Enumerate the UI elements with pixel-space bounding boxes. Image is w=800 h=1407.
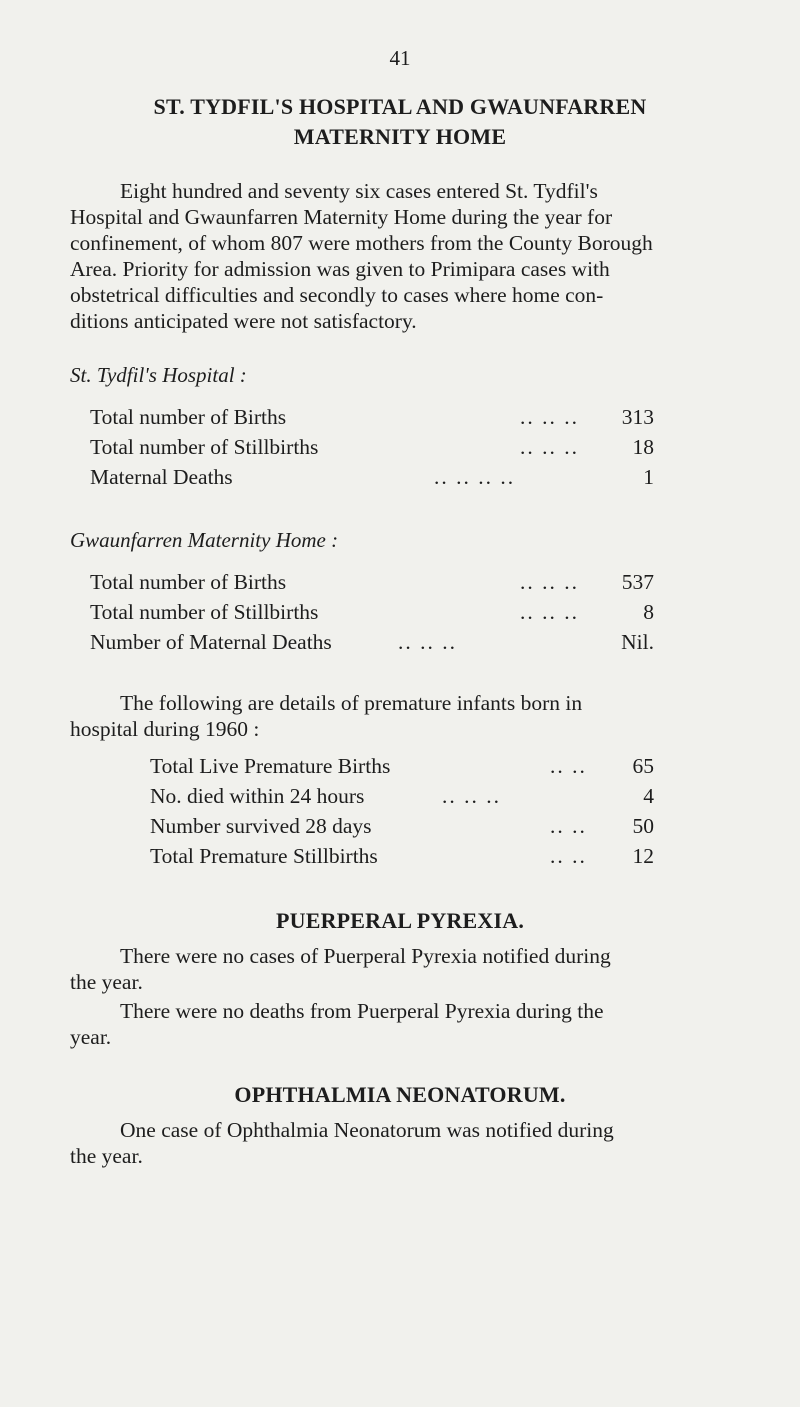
row-value: 4 xyxy=(643,784,654,808)
ophthalmia-paragraph xyxy=(70,1117,735,1169)
row-leader: .. .. xyxy=(550,814,587,838)
table-row xyxy=(150,811,654,841)
ophthalmia-line: the year. xyxy=(70,1144,143,1168)
table-row xyxy=(150,781,654,811)
gwaunfarren-heading: Gwaunfarren Maternity Home : xyxy=(70,528,339,552)
intro-paragraph xyxy=(70,178,735,334)
row-value: 65 xyxy=(632,754,654,778)
row-value: 313 xyxy=(621,405,654,429)
row-label: Number of Maternal Deaths xyxy=(90,630,332,654)
page-title xyxy=(0,92,800,152)
puerperal-line xyxy=(70,943,735,969)
intro-line: Area. Priority for admission was given to Primipara cases with xyxy=(70,257,610,281)
st-tydfils-heading: St. Tydfil's Hospital : xyxy=(70,363,247,387)
page-title-line-2: MATERNITY HOME xyxy=(293,124,507,149)
page-number: 41 xyxy=(389,46,411,70)
row-leader: .. .. .. xyxy=(520,435,579,459)
ophthalmia-text: One case of Ophthalmia Neonatorum was notified during xyxy=(120,1118,614,1142)
row-label: Total number of Births xyxy=(90,570,287,594)
row-leader: .. .. .. xyxy=(520,405,579,429)
puerperal-paragraph-1 xyxy=(70,943,735,995)
row-leader: .. .. .. xyxy=(442,784,501,808)
row-value: 50 xyxy=(632,814,654,838)
puerperal-text: There were no cases of Puerperal Pyrexia notified during xyxy=(120,944,611,968)
intro-line xyxy=(70,178,735,204)
row-leader: .. .. .. xyxy=(520,570,579,594)
premature-intro-text: The following are details of premature infants born in xyxy=(120,691,583,715)
intro-line: confinement, of whom 807 were mothers from the County Borough xyxy=(70,231,653,255)
row-label: Total number of Stillbirths xyxy=(90,600,319,624)
premature-intro-line xyxy=(70,690,735,716)
row-label: Number survived 28 days xyxy=(150,814,372,838)
premature-intro-line: hospital during 1960 : xyxy=(70,717,260,741)
row-value: 18 xyxy=(632,435,654,459)
table-row xyxy=(90,567,654,597)
puerperal-line: year. xyxy=(70,1025,112,1049)
puerperal-paragraph-2 xyxy=(70,998,735,1050)
intro-line: Hospital and Gwaunfarren Maternity Home during the year for xyxy=(70,205,613,229)
row-label: No. died within 24 hours xyxy=(150,784,365,808)
table-row xyxy=(90,627,654,657)
row-value: 8 xyxy=(643,600,654,624)
puerperal-heading: PUERPERAL PYREXIA. xyxy=(275,908,525,933)
row-label: Total number of Births xyxy=(90,405,287,429)
row-leader: .. .. .. xyxy=(520,600,579,624)
row-label: Total Live Premature Births xyxy=(150,754,391,778)
puerperal-text: There were no deaths from Puerperal Pyrexia during the xyxy=(120,999,604,1023)
table-row xyxy=(90,597,654,627)
row-leader: .. .. .. xyxy=(398,630,457,654)
row-label: Maternal Deaths xyxy=(90,465,233,489)
ophthalmia-line xyxy=(70,1117,735,1143)
row-label: Total Premature Stillbirths xyxy=(150,844,378,868)
row-value: Nil. xyxy=(621,630,654,654)
puerperal-line xyxy=(70,998,735,1024)
row-leader: .. .. .. .. xyxy=(434,465,516,489)
table-row xyxy=(90,402,654,432)
premature-intro xyxy=(70,690,735,742)
intro-line: obstetrical difficulties and secondly to cases where home con- xyxy=(70,283,604,307)
page-title-line-1: ST. TYDFIL'S HOSPITAL AND GWAUNFARREN xyxy=(153,94,647,119)
table-row xyxy=(150,751,654,781)
row-label: Total number of Stillbirths xyxy=(90,435,319,459)
row-value: 537 xyxy=(621,570,654,594)
table-row xyxy=(90,432,654,462)
puerperal-line: the year. xyxy=(70,970,143,994)
table-row xyxy=(90,462,654,492)
row-value: 1 xyxy=(643,465,654,489)
table-row xyxy=(150,841,654,871)
row-leader: .. .. xyxy=(550,754,587,778)
intro-line: ditions anticipated were not satisfactory. xyxy=(70,309,417,333)
row-leader: .. .. xyxy=(550,844,587,868)
row-value: 12 xyxy=(632,844,654,868)
ophthalmia-heading: OPHTHALMIA NEONATORUM. xyxy=(234,1082,566,1107)
intro-text: Eight hundred and seventy six cases entered St. Tydfil's xyxy=(120,179,598,203)
